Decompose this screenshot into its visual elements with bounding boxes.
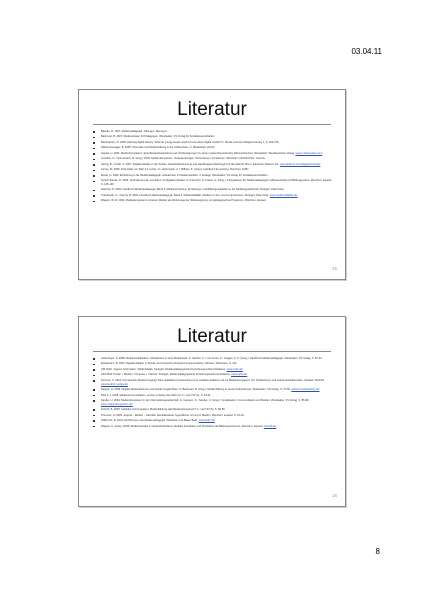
reference-text: Herzig, B. / Grafe, S. 2007: Digitale Medien in der Schule. Standortbestimmung und Handlungsempfehlungen für die Zukunft. Bonn: Deutsche Telekom AG. (101, 162, 280, 166)
reference-item (92, 135, 335, 139)
reference-item (92, 357, 335, 361)
reference-list (92, 130, 335, 203)
reference-text: Buckingham, D. 2006: Defining digital literacy. What do young people need to know about digital media? In: Nordic Journal of Digital Literacy 1, S. 263-276. (101, 140, 280, 144)
reference-item (92, 414, 335, 418)
reference-text: Niesyto, H. 2009: Digitale Medienkulturen und soziale Ungleichheit. In: Bachmair, B. (Hrsg.): Medienbildung in neuen Kulturräumen. Wiesbaden: VS Verlag, S. 47-66. (101, 388, 291, 392)
reference-link[interactable]: www.ph-ludwigsburg.de/ (291, 388, 320, 392)
reference-link[interactable]: www.mpfs.de/ (226, 367, 243, 371)
reference-link[interactable]: www.mpfs.de/ (231, 373, 248, 377)
reference-item (92, 199, 335, 203)
reference-text: Sander, U. 2004: Medienkompetenz in der Informationsgesellschaft. In: Ganguin, S. / Sander, U. (Hrsg.): Sozialisation, Kommunikation und Medien. Wiesbaden: VS Verlag, S. 85-98. (101, 398, 310, 402)
reference-text: Gapski, H. 2001: Medienkompetenz. Eine Bestandsaufnahme und Vorüberlegungen zu einem systemtheoretischen Rahmenkonzept. Wiesbaden: Westdeutscher Verlag. (101, 151, 295, 155)
reference-item (92, 179, 335, 186)
slide-title: Literatur (177, 99, 247, 120)
reference-list (92, 357, 335, 428)
reference-text: Bachmair, B. 2007: Medienwissen für Pädagogen. Wiesbaden: VS Verlag für Sozialwissenschaften. (101, 135, 216, 139)
reference-text: Döbeli Honegger, B. 2005: Informatik und Medienbildung in der Volksschule. In: Medienheft, Zürich. (101, 146, 216, 150)
reference-text: Spanhel, D. 2006: Handbuch Medienpädagogik. Band 3: Medienerziehung. Erziehungs- und Bildungsaufgaben in der Mediengesellschaft. Stuttgart: Klett-Cotta. (101, 188, 285, 192)
reference-text: Röll, F. J. 2008: Medienkommunikation. Lernen in Zeiten des Web 2.0. In: merz 52 (4), S. 23-31. (101, 393, 212, 397)
reference-item (92, 146, 335, 150)
reference-item (92, 174, 335, 178)
reference-item (92, 373, 335, 377)
page-number: 8 (375, 547, 380, 556)
reference-text: Tulodziecki, G. / Herzig, B. 2004: Handbuch Medienpädagogik. Band 2: Mediendidaktik. Medien in Lehr- und Lernprozessen. Stuttgart: Klett-Cotta. (101, 193, 270, 197)
reference-item (92, 152, 335, 156)
reference-text: Groeben, N. / Hurrelmann, B. (Hrsg.) 2002: Medienkompetenz. Voraussetzungen, Dimensionen, Funktionen. Weinheim und München: Juventa. (101, 157, 266, 161)
reference-text: Kerres, M. 2006: Potenziale von Web 2.0 nutzen. In: Hohenstein, A. / Wilbers, K. (Hrsg.): Handbuch E-Learning. München: DWD. (101, 168, 250, 172)
page-date: 03.04.11 (351, 47, 382, 56)
reference-item (92, 130, 335, 134)
reference-text: Schorb, B. 2009: Gebildet und kompetent. Medienbildung statt Medienkompetenz? In: merz 53 (5), S. 50-56. (101, 408, 226, 412)
reference-link[interactable]: www.telekom.com/dtag/downloads/ (279, 162, 321, 166)
reference-link[interactable]: www.medienpaed.com/ (295, 151, 323, 155)
reference-text: Schulz-Zander, R. 2005: Veränderung der Lernkultur mit digitalen Medien im Unterricht. In: Kleber, H. (Hrsg.): Perspektiven der Medienpädagogik in Wissenschaft und Bildungspraxis. München: kopaed, S. 125-140. (101, 179, 332, 186)
reference-item (92, 394, 335, 398)
reference-item (92, 168, 335, 172)
reference-text: JIM 2010: Jugend, Information, (Multi-)Media. Stuttgart: Medienpädagogischer Forschungsverbund Südwest. (101, 367, 226, 371)
reference-text: KIM 2010: Kinder + Medien, Computer + Internet. Stuttgart: Medienpädagogischer Forschungsverbund Südwest. (101, 373, 231, 377)
slide-thumbnail (78, 316, 346, 507)
reference-item (92, 379, 335, 386)
reference-item (92, 141, 335, 145)
reference-item (92, 399, 335, 406)
reference-item (92, 425, 335, 429)
reference-item (92, 163, 335, 167)
reference-text: Eickelmann, B. 2010: Digitale Medien in Schule und Unterricht erfolgreich implementieren. Münster: Waxmann, S. 112. (101, 362, 238, 366)
reference-text: Wagner, W.-R. 2004: Medienkompetenz revisited. Medien als Werkzeuge der Weltaneignung: ein pädagogisches Programm. München: kopaed. (101, 199, 267, 203)
reference-item (92, 388, 335, 392)
reference-link[interactable]: www.mediendidaktik.de/ (269, 193, 298, 197)
reference-link[interactable]: www.beltz.de/ (198, 419, 215, 423)
reference-link[interactable]: www.budrich-verlag.de/ (101, 382, 128, 386)
reference-link[interactable]: www.medienkompetenz.de/ (101, 402, 133, 406)
reference-item (92, 368, 335, 372)
title-divider (93, 351, 331, 352)
reference-item (92, 362, 335, 366)
slide-thumbnail (78, 89, 346, 280)
reference-text: Moser, H. 2006: Einführung in die Medienpädagogik. Aufwachsen im Medienzeitalter. 4. Auflage. Wiesbaden: VS Verlag für Sozialwissenschaften. (101, 173, 269, 177)
reference-item (92, 194, 335, 198)
reference-item (92, 408, 335, 412)
reference-text: Kommer, S. 2010: Kompetenter Medienumgang? Eine qualitative Untersuchung zum medialen Habitus und zur Medienkompetenz von SchülerInnen und Lehramtsstudierenden. Opladen: Budrich. (101, 378, 325, 382)
reference-link[interactable]: www.jff.de/ (263, 424, 277, 428)
slide-number: 15 (331, 266, 337, 271)
reference-item (92, 188, 335, 192)
slide-number: 16 (331, 493, 337, 498)
reference-text: Aufenanger, S. 2008: Mediensozialisation. Aufwachsen in einer Medienwelt. In: Sander, U. / von Gross, F. / Hugger, K.-U. (Hrsg.): Handbuch Medienpädagogik. Wiesbaden: VS Verlag, S. 87-92. (101, 357, 323, 360)
title-divider (93, 124, 331, 125)
slide-title: Literatur (177, 326, 247, 347)
reference-text: Theunert, H. 2009: Jugend – Medien – Identität. Identitätsarbeit Jugendlicher mit und in Medien. München: kopaed, S. 15-23. (101, 413, 245, 417)
reference-item (92, 419, 335, 423)
reference-text: Vollbrecht, R. 2001: Einführung in die Medienpädagogik. Weinheim und Basel: Beltz. (101, 419, 199, 423)
reference-item (92, 157, 335, 161)
reference-text: Wagner, U. (Hrsg.) 2008: Medienhandeln in Hauptschulmilieus. Mediale Interaktion und Produktion als Bildungsressource. München: kopaed. (101, 424, 264, 428)
reference-text: Baacke, D. 1997: Medienpädagogik. Tübingen: Niemeyer. (101, 130, 168, 133)
